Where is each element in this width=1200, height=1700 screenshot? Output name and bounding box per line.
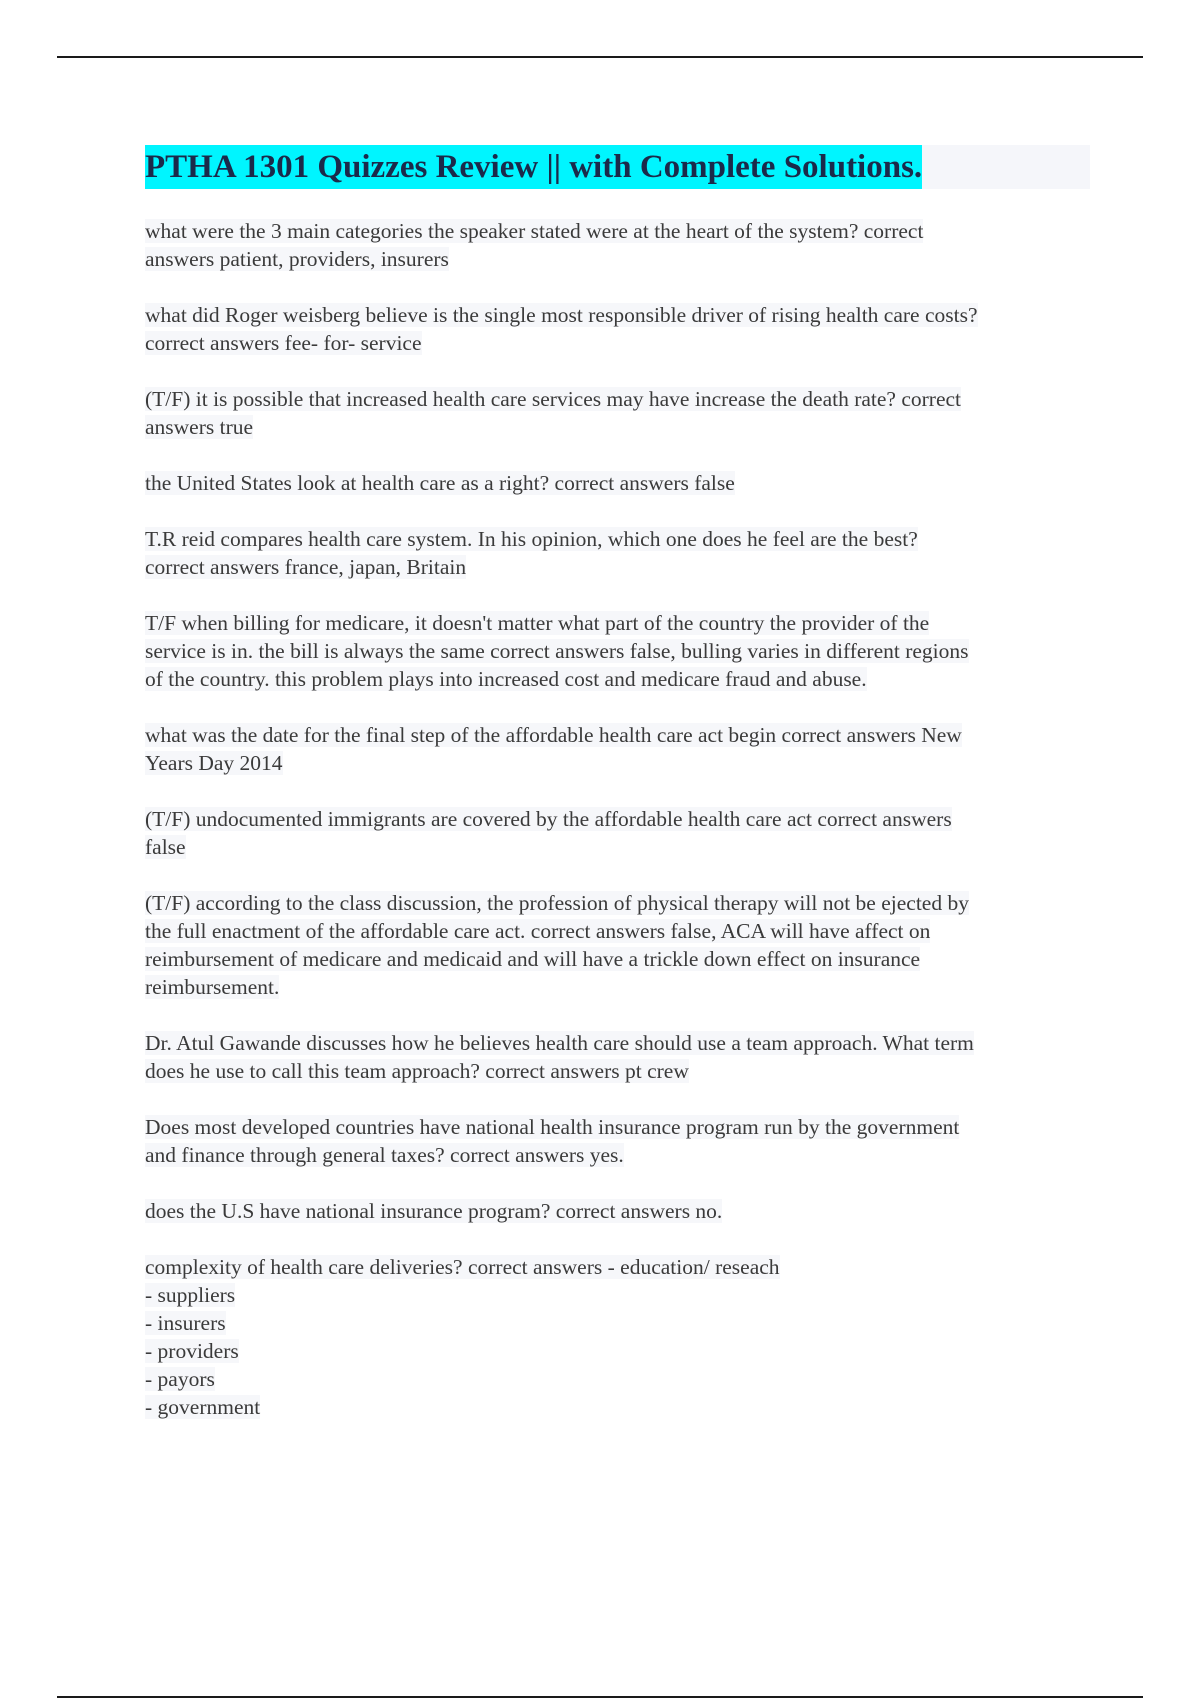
qa-line xyxy=(145,1113,1090,1141)
qa-line-text: (T/F) according to the class discussion, the profession of physical therapy will not be ejected by xyxy=(145,891,969,915)
qa-item xyxy=(145,609,1090,693)
document-title: PTHA 1301 Quizzes Review || with Complete Solutions. xyxy=(145,145,922,189)
qa-line xyxy=(145,609,1090,637)
document-body xyxy=(145,145,1090,1449)
qa-line xyxy=(145,245,1090,273)
qa-line-text: does the U.S have national insurance program? correct answers no. xyxy=(145,1199,723,1223)
qa-line xyxy=(145,833,1090,861)
qa-line-text: T.R reid compares health care system. In his opinion, which one does he feel are the best? xyxy=(145,527,918,551)
qa-line-text: Years Day 2014 xyxy=(145,751,283,775)
qa-line xyxy=(145,665,1090,693)
qa-line xyxy=(145,889,1090,917)
qa-line-text: answers patient, providers, insurers xyxy=(145,247,449,271)
qa-item xyxy=(145,469,1090,497)
qa-line-text: the full enactment of the affordable care act. correct answers false, ACA will have affect on xyxy=(145,919,931,943)
qa-item xyxy=(145,1113,1090,1169)
qa-line-text: false xyxy=(145,835,186,859)
qa-line xyxy=(145,973,1090,1001)
qa-line xyxy=(145,469,1090,497)
qa-line-text: Dr. Atul Gawande discusses how he believes health care should use a team approach. What term xyxy=(145,1031,974,1055)
qa-line-text: what were the 3 main categories the speaker stated were at the heart of the system? correct xyxy=(145,219,924,243)
qa-line xyxy=(145,1253,1090,1281)
qa-line-text: service is in. the bill is always the same correct answers false, bulling varies in different regions xyxy=(145,639,969,663)
qa-line-text: answers true xyxy=(145,415,254,439)
qa-item xyxy=(145,1029,1090,1085)
qa-line-text: - providers xyxy=(145,1339,239,1363)
qa-item xyxy=(145,301,1090,357)
qa-line-text: reimbursement of medicare and medicaid and will have a trickle down effect on insurance xyxy=(145,947,921,971)
qa-line xyxy=(145,1029,1090,1057)
qa-line-text: of the country. this problem plays into increased cost and medicare fraud and abuse. xyxy=(145,667,867,691)
qa-item xyxy=(145,217,1090,273)
qa-line xyxy=(145,329,1090,357)
qa-line xyxy=(145,917,1090,945)
qa-item xyxy=(145,1253,1090,1421)
qa-item xyxy=(145,721,1090,777)
qa-line xyxy=(145,1393,1090,1421)
qa-line-text: Does most developed countries have national health insurance program run by the government xyxy=(145,1115,960,1139)
qa-line-text: correct answers france, japan, Britain xyxy=(145,555,467,579)
qa-line-text: T/F when billing for medicare, it doesn't matter what part of the country the provider of the xyxy=(145,611,930,635)
title-row xyxy=(145,145,1090,189)
qa-line xyxy=(145,553,1090,581)
qa-line xyxy=(145,805,1090,833)
qa-line-text: reimbursement. xyxy=(145,975,280,999)
qa-line-text: and finance through general taxes? correct answers yes. xyxy=(145,1143,624,1167)
qa-line-text: correct answers fee- for- service xyxy=(145,331,422,355)
qa-line xyxy=(145,721,1090,749)
qa-item xyxy=(145,525,1090,581)
qa-line xyxy=(145,1141,1090,1169)
qa-item xyxy=(145,385,1090,441)
qa-line xyxy=(145,385,1090,413)
qa-line xyxy=(145,1365,1090,1393)
qa-line xyxy=(145,301,1090,329)
qa-line xyxy=(145,1337,1090,1365)
top-rule xyxy=(57,56,1143,58)
qa-line-text: what did Roger weisberg believe is the single most responsible driver of rising health care costs? xyxy=(145,303,978,327)
qa-line xyxy=(145,1057,1090,1085)
qa-line xyxy=(145,1197,1090,1225)
qa-list xyxy=(145,217,1090,1421)
qa-line xyxy=(145,525,1090,553)
bottom-rule xyxy=(57,1696,1143,1698)
qa-line-text: complexity of health care deliveries? correct answers - education/ reseach xyxy=(145,1255,780,1279)
qa-line-text: (T/F) undocumented immigrants are covered by the affordable health care act correct answers xyxy=(145,807,952,831)
qa-item xyxy=(145,805,1090,861)
qa-line xyxy=(145,637,1090,665)
qa-item xyxy=(145,1197,1090,1225)
qa-line xyxy=(145,217,1090,245)
qa-line-text: does he use to call this team approach? correct answers pt crew xyxy=(145,1059,689,1083)
qa-line-text: (T/F) it is possible that increased health care services may have increase the death rate? correct xyxy=(145,387,962,411)
qa-line xyxy=(145,1281,1090,1309)
qa-line-text: what was the date for the final step of the affordable health care act begin correct answers New xyxy=(145,723,962,747)
qa-line-text: - payors xyxy=(145,1367,215,1391)
qa-line xyxy=(145,1309,1090,1337)
qa-line-text: - government xyxy=(145,1395,261,1419)
qa-line xyxy=(145,749,1090,777)
qa-line-text: the United States look at health care as a right? correct answers false xyxy=(145,471,735,495)
qa-line xyxy=(145,945,1090,973)
qa-line xyxy=(145,413,1090,441)
qa-item xyxy=(145,889,1090,1001)
qa-line-text: - suppliers xyxy=(145,1283,236,1307)
qa-line-text: - insurers xyxy=(145,1311,226,1335)
